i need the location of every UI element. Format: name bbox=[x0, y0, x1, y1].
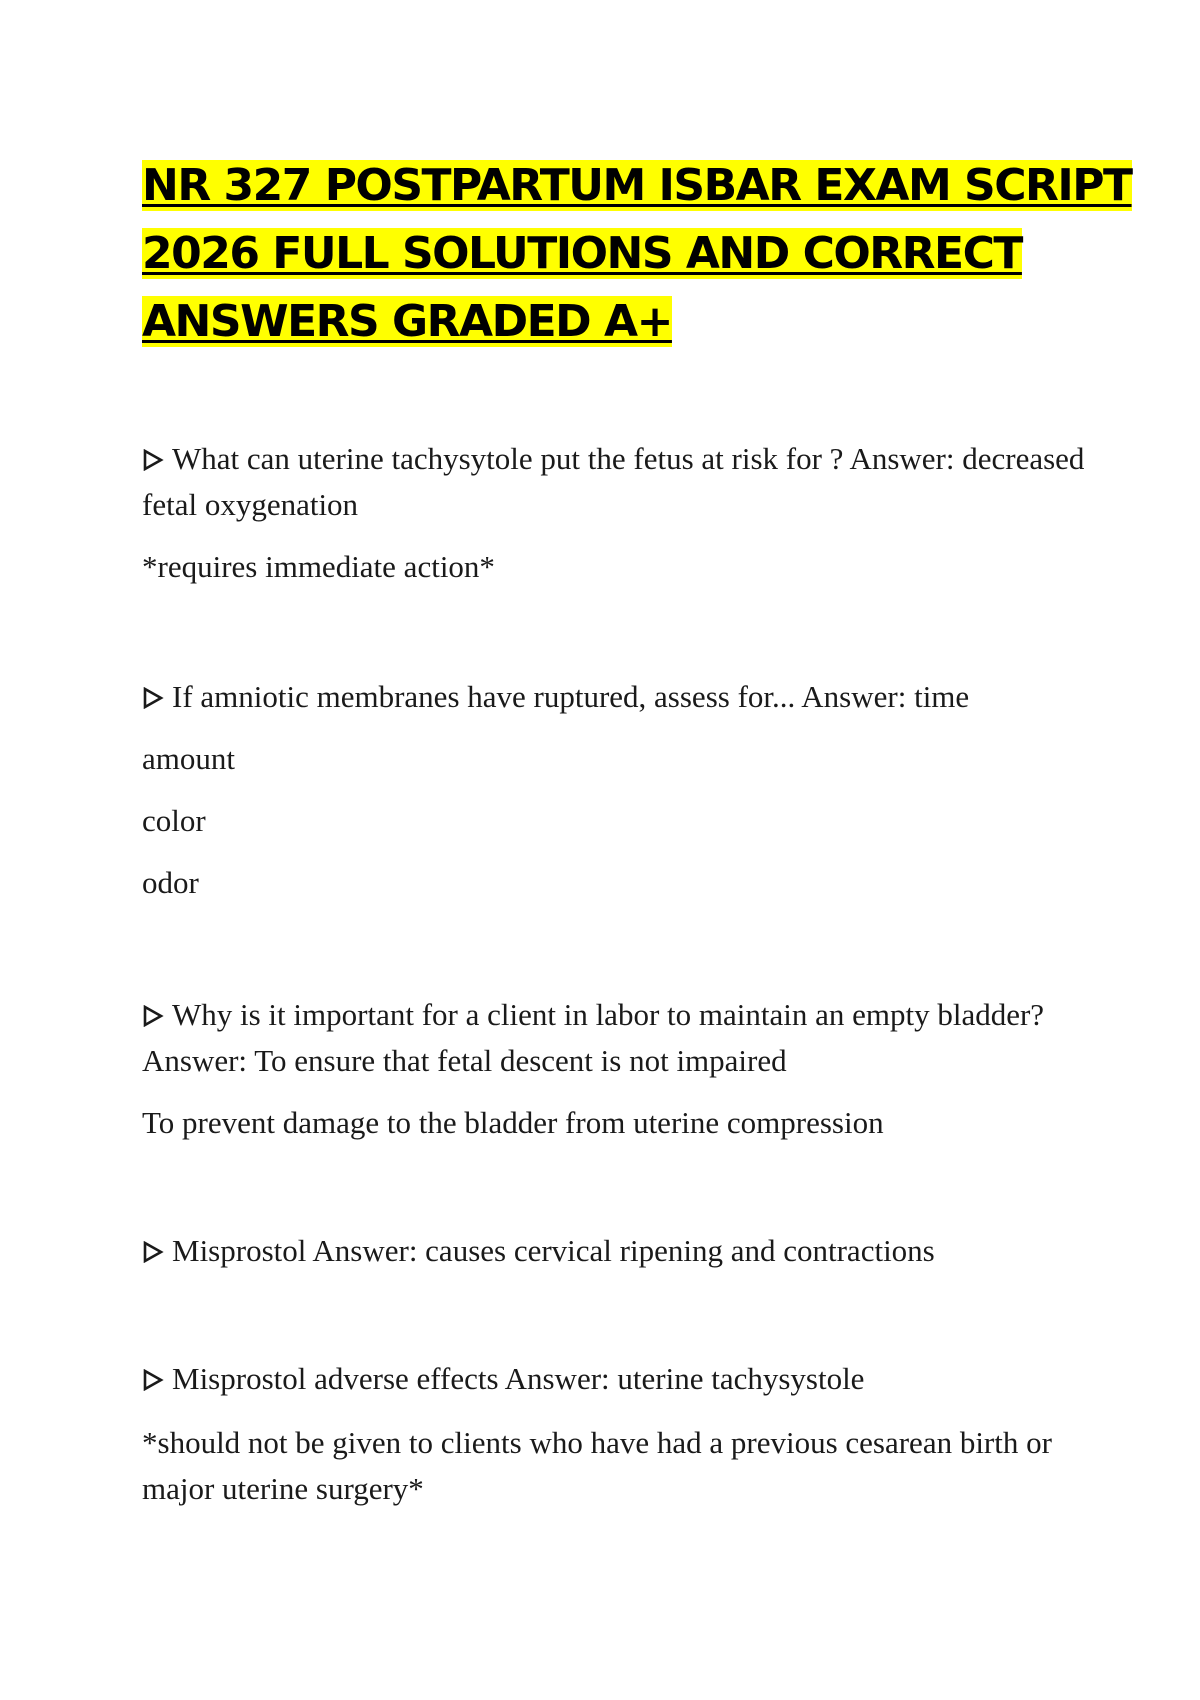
hollow-triangle-arrow-icon bbox=[142, 449, 164, 471]
hollow-triangle-arrow-icon bbox=[142, 1369, 164, 1391]
qa-item bbox=[142, 674, 1087, 906]
hollow-triangle-arrow-icon bbox=[142, 1241, 164, 1263]
question-line bbox=[142, 674, 1087, 720]
answer-line: amount bbox=[142, 741, 235, 776]
question-text: What can uterine tachysytole put the fetus at risk for ? Answer: decreased fetal oxygenation bbox=[142, 441, 1085, 522]
qa-item bbox=[142, 436, 1087, 590]
document-title bbox=[142, 152, 1132, 356]
question-text: Why is it important for a client in labor to maintain an empty bladder? Answer: To ensure that fetal descent is not impaired bbox=[142, 997, 1045, 1078]
question-line bbox=[142, 1228, 1087, 1274]
answer-line: color bbox=[142, 803, 206, 838]
qa-item bbox=[142, 1356, 1087, 1512]
question-text: Misprostol adverse effects Answer: uterine tachysystole bbox=[172, 1361, 865, 1396]
answer-line: To prevent damage to the bladder from uterine compression bbox=[142, 1105, 884, 1140]
question-line bbox=[142, 1356, 1087, 1402]
question-text: Misprostol Answer: causes cervical ripening and contractions bbox=[172, 1233, 935, 1268]
hollow-triangle-arrow-icon bbox=[142, 1005, 164, 1027]
hollow-triangle-arrow-icon bbox=[142, 687, 164, 709]
question-line bbox=[142, 436, 1087, 528]
question-line bbox=[142, 992, 1087, 1084]
title-line-2: 2026 FULL SOLUTIONS AND CORRECT bbox=[142, 228, 1022, 279]
qa-item bbox=[142, 992, 1087, 1146]
title-line-1: NR 327 POSTPARTUM ISBAR EXAM SCRIPT bbox=[142, 160, 1132, 211]
answer-note: *requires immediate action* bbox=[142, 549, 495, 584]
answer-line: odor bbox=[142, 865, 199, 900]
title-line-3: ANSWERS GRADED A+ bbox=[142, 296, 672, 347]
qa-item bbox=[142, 1228, 1087, 1274]
answer-note: *should not be given to clients who have had a previous cesarean birth or major uterine surgery* bbox=[142, 1425, 1052, 1506]
question-text: If amniotic membranes have ruptured, assess for... Answer: time bbox=[172, 679, 970, 714]
